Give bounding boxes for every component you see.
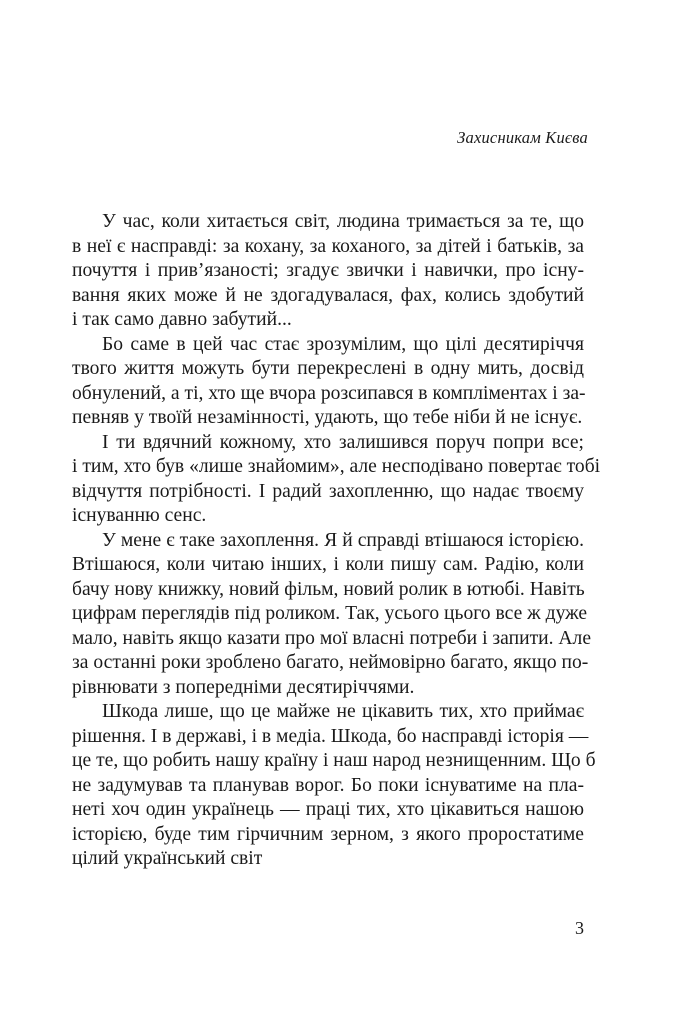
text-line: певняв у твоїй незамінності, удають, що тебе ніби й не існує. [72, 407, 583, 428]
text-line: У час, коли хитається світ, людина тримається за те, що [102, 211, 584, 232]
text-line: в неї є насправді: за кохану, за коханого, за дітей і батьків, за [72, 235, 584, 257]
text-line: неті хоч один українець — праці тих, хто цікавиться нашою [72, 799, 584, 820]
text-line: вання яких може й не здогадувалася, фах, колись здобутий [72, 284, 584, 306]
text-line: твого життя можуть бути перекреслені в одну мить, досвід [72, 358, 584, 379]
body-text [72, 210, 601, 872]
text-line: Шкода лише, що це майже не цікавить тих, хто приймає [102, 701, 584, 722]
text-line: бачу нову книжку, новий фільм, новий ролик в ютюбі. Навіть [72, 578, 585, 600]
text-line: рішення. І в державі, і в медіа. Шкода, бо насправді історія — [72, 725, 589, 747]
text-line: не задумував та планував ворог. Бо поки існуватиме на пла- [72, 774, 584, 796]
text-line: цифрам переглядів під роликом. Так, усього цього все ж дуже [72, 603, 588, 624]
text-line: Втішаюся, коли читаю інших, і коли пишу сам. Радію, коли [72, 554, 584, 575]
text-line: відчуття потрібності. І радий захопленню, що надає твоєму [72, 480, 584, 502]
text-line: мало, навіть якщо казати про мої власні потреби і запити. Але [72, 627, 592, 649]
dedication: Захисникам Києва [457, 128, 588, 147]
text-line: історією, буде тим гірчичним зерном, з якого проростатиме [72, 823, 584, 845]
text-line: Бо саме в цей час стає зрозумілим, що цілі десятиріччя [102, 333, 584, 355]
text-line: І ти вдячний кожному, хто залишився поруч попри все; [102, 431, 584, 453]
text-line: і тим, хто був «лише знайомим», але несподівано повертає тобі [72, 456, 601, 477]
text-line: це те, що робить нашу країну і наш народ незнищенним. Що б [72, 750, 596, 771]
text-line: рівнювати з попередніми десятиріччями. [72, 676, 415, 698]
text-line: У мене є таке захоплення. Я й справді втішаюся історією. [102, 529, 584, 551]
text-line: існуванню сенс. [72, 505, 207, 526]
text-line: почуття і прив’язаності; згадує звички і навички, про існу- [72, 260, 584, 281]
page-number: 3 [575, 918, 584, 938]
text-line: цілий український світ [72, 848, 263, 869]
text-line: обнулений, а ті, хто ще вчора розсипався в компліментах і за- [72, 382, 586, 404]
text-line: за останні роки зроблено багато, неймовірно багато, якщо по- [72, 652, 589, 673]
text-line: і так само давно забутий... [72, 309, 292, 330]
